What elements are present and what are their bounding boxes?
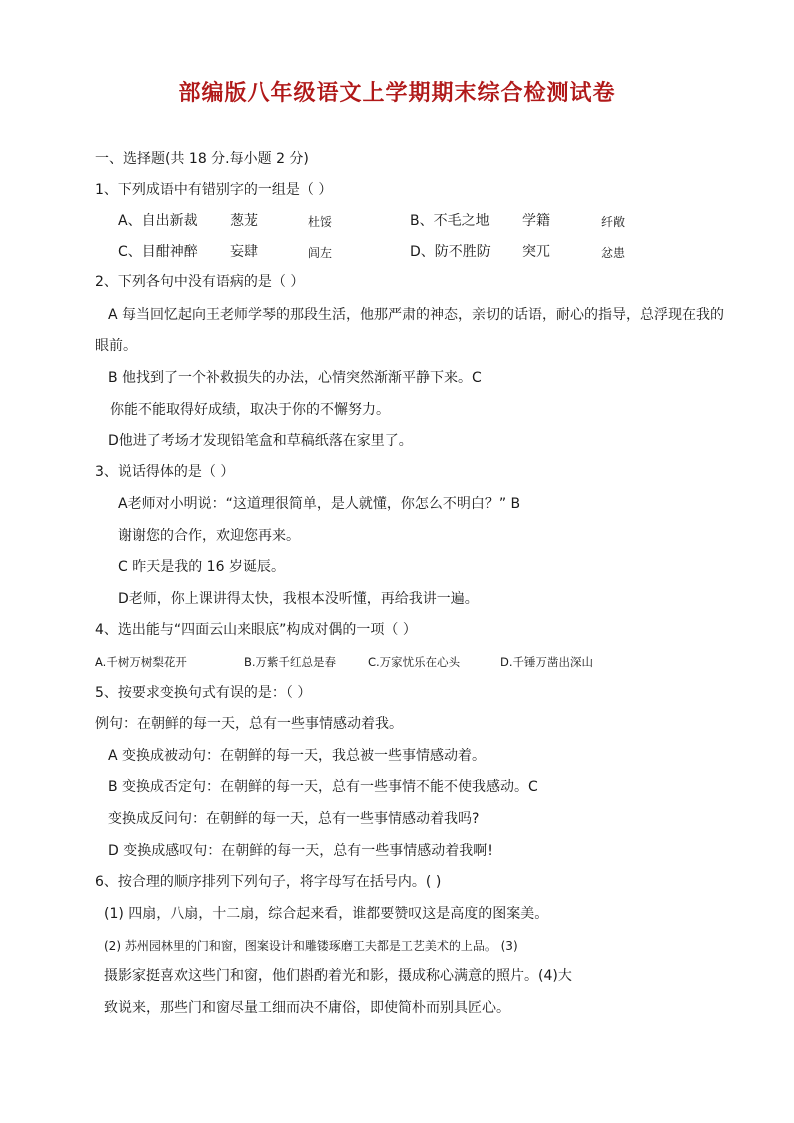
q1-option-d-word2: 忿患: [601, 246, 626, 260]
q6-sentence-4: 致说来，那些门和窗尽量工细而决不庸俗，即使简朴而别具匠心。: [104, 1000, 510, 1016]
q2-option-c: 你能不能取得好成绩，取决于你的不懈努力。: [110, 402, 390, 418]
q6-sentence-3: 摄影家挺喜欢这些门和窗，他们斟酌着光和影，摄成称心满意的照片。(4)大: [104, 968, 572, 984]
q1-option-a-word2: 杜馁: [308, 215, 333, 229]
q2-stem: 2、下列各句中没有语病的是（ ）: [95, 274, 305, 290]
page-title: 部编版八年级语文上学期期末综合检测试卷: [178, 80, 616, 106]
q1-option-c-label: C、目酣神醉: [118, 244, 198, 260]
q2-option-a-line2: 眼前。: [95, 338, 137, 354]
q5-option-a: A 变换成被动句：在朝鲜的每一天，我总被一些事情感动着。: [108, 748, 487, 764]
q4-option-b: B.万紫千红总是春: [244, 655, 337, 669]
q5-option-c: 变换成反问句：在朝鲜的每一天，总有一些事情感动着我吗?: [108, 811, 480, 827]
q1-option-a-label: A、自出新裁: [118, 213, 198, 229]
q5-option-b: B 变换成否定句：在朝鲜的每一天，总有一些事情不能不使我感动。C: [108, 779, 538, 795]
q6-sentence-2: (2) 苏州园林里的门和窗，图案设计和雕镂琢磨工夫都是工艺美术的上品。 (3): [104, 939, 518, 953]
q3-option-a: A老师对小明说：“这道理很简单，是人就懂，你怎么不明白？” B: [118, 496, 521, 512]
q1-option-c-word2: 闾左: [308, 246, 333, 260]
q1-option-b-word1: 学籍: [522, 213, 550, 229]
q3-option-c: C 昨天是我的 16 岁诞辰。: [118, 559, 285, 575]
q6-stem: 6、按合理的顺序排列下列句子，将字母写在括号内。( ): [95, 874, 442, 890]
q6-sentence-1: (1) 四扇，八扇，十二扇，综合起来看，谁都要赞叹这是高度的图案美。: [104, 906, 549, 922]
q2-option-d: D他进了考场才发现铅笔盒和草稿纸落在家里了。: [108, 433, 413, 449]
q5-stem: 5、按要求变换句式有误的是：（ ）: [95, 685, 312, 701]
q5-example: 例句：在朝鲜的每一天，总有一些事情感动着我。: [95, 716, 403, 732]
q4-stem: 4、选出能与“四面云山来眼底”构成对偶的一项（ ）: [95, 622, 417, 638]
q1-option-d-label: D、防不胜防: [410, 244, 491, 260]
q4-option-d: D.千锤万凿出深山: [500, 655, 594, 669]
q2-option-a-line1: A 每当回忆起向王老师学琴的那段生活，他那严肃的神态，亲切的话语，耐心的指导，总浮现在我的: [108, 307, 725, 323]
q1-option-c-word1: 妄肆: [230, 244, 258, 260]
q5-option-d: D 变换成感叹句：在朝鲜的每一天，总有一些事情感动着我啊!: [108, 843, 493, 859]
q1-stem: 1、下列成语中有错别字的一组是（ ）: [95, 182, 333, 198]
q1-option-d-word1: 突兀: [522, 244, 550, 260]
q2-option-b: B 他找到了一个补救损失的办法，心情突然渐渐平静下来。C: [108, 370, 482, 386]
q1-option-b-label: B、不毛之地: [410, 213, 490, 229]
q1-option-a-word1: 葱茏: [230, 213, 258, 229]
q4-option-c: C.万家忧乐在心头: [368, 655, 461, 669]
q3-stem: 3、说话得体的是（ ）: [95, 464, 235, 480]
section-heading: 一、选择题(共 18 分.每小题 2 分): [95, 151, 309, 167]
q4-option-a: A.千树万树梨花开: [95, 655, 187, 669]
q3-option-b: 谢谢您的合作，欢迎您再来。: [118, 528, 300, 544]
q3-option-d: D老师，你上课讲得太快，我根本没听懂，再给我讲一遍。: [118, 591, 479, 607]
q1-option-b-word2: 纤敞: [601, 215, 626, 229]
